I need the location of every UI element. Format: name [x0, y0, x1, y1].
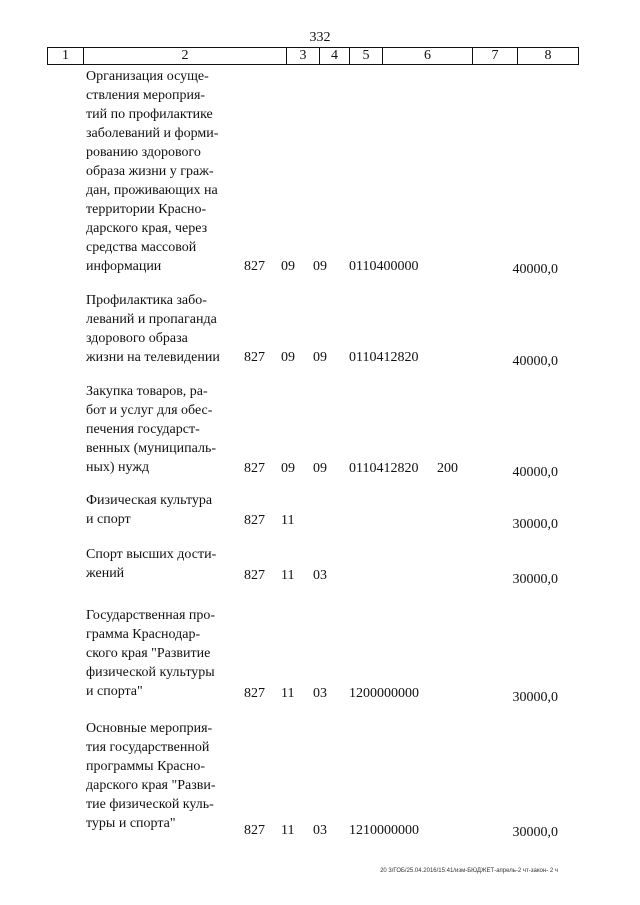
header-col-5: 5 [350, 48, 383, 64]
table-header [47, 47, 579, 65]
header-col-7: 7 [473, 48, 518, 64]
cell-col-5: 09 [313, 259, 327, 274]
cell-col-4: 09 [281, 259, 295, 274]
cell-col-8: 40000,0 [512, 465, 558, 480]
header-col-2: 2 [84, 48, 287, 64]
cell-col-8: 30000,0 [512, 572, 558, 587]
cell-col-8: 40000,0 [512, 262, 558, 277]
cell-col-5: 09 [313, 461, 327, 476]
row-description: Организация осуще- ствления мероприя- тий по профилактике заболеваний и форми- рованию здорового образа жизни у граж- дан, проживающих на территории Красно- дарского края, через средства массовой информации [86, 69, 219, 274]
cell-col-8: 30000,0 [512, 690, 558, 705]
cell-col-6: 1210000000 [349, 823, 419, 838]
row-description: Профилактика забо- леваний и пропаганда здорового образа жизни на телевидении [86, 293, 220, 365]
row-description: Физическая культура и спорт [86, 493, 213, 527]
cell-col-4: 11 [281, 823, 295, 838]
header-col-6: 6 [383, 48, 473, 64]
header-col-3: 3 [287, 48, 320, 64]
cell-col-7: 200 [437, 461, 458, 476]
row-description: Спорт высших дости- жений [86, 547, 217, 581]
cell-col-4: 11 [281, 513, 295, 528]
cell-col-8: 30000,0 [512, 825, 558, 840]
cell-col-8: 30000,0 [512, 517, 558, 532]
cell-col-3: 827 [244, 350, 265, 365]
cell-col-3: 827 [244, 461, 265, 476]
cell-col-3: 827 [244, 259, 265, 274]
header-col-4: 4 [320, 48, 350, 64]
cell-col-3: 827 [244, 686, 265, 701]
cell-col-4: 09 [281, 350, 295, 365]
footer-note: 20 3/ГОБ/25.04.2016/15:41/изм-БЮДЖЕТ-апрель-2 чт-закон- 2 ч [380, 868, 558, 874]
page-number: 332 [309, 30, 331, 45]
cell-col-6: 1200000000 [349, 686, 419, 701]
row-description: Закупка товаров, ра- бот и услуг для обес- печения государст- венных (муниципаль- ных) нужд [86, 384, 216, 475]
cell-col-4: 09 [281, 461, 295, 476]
cell-col-6: 0110400000 [349, 259, 419, 274]
cell-col-5: 09 [313, 350, 327, 365]
cell-col-5: 03 [313, 686, 327, 701]
cell-col-3: 827 [244, 823, 265, 838]
cell-col-6: 0110412820 [349, 461, 419, 476]
cell-col-3: 827 [244, 513, 265, 528]
cell-col-3: 827 [244, 568, 265, 583]
cell-col-5: 03 [313, 823, 327, 838]
row-description: Государственная про- грамма Краснодар- ского края "Развитие физической культуры и спорта" [86, 608, 216, 699]
header-col-1: 1 [48, 48, 84, 64]
row-description: Основные мероприя- тия государственной программы Красно- дарского края "Разви- тие физической куль- туры и спорта" [86, 721, 216, 831]
cell-col-4: 11 [281, 568, 295, 583]
cell-col-5: 03 [313, 568, 327, 583]
cell-col-4: 11 [281, 686, 295, 701]
header-col-8: 8 [544, 48, 552, 63]
cell-col-6: 0110412820 [349, 350, 419, 365]
cell-col-8: 40000,0 [512, 354, 558, 369]
